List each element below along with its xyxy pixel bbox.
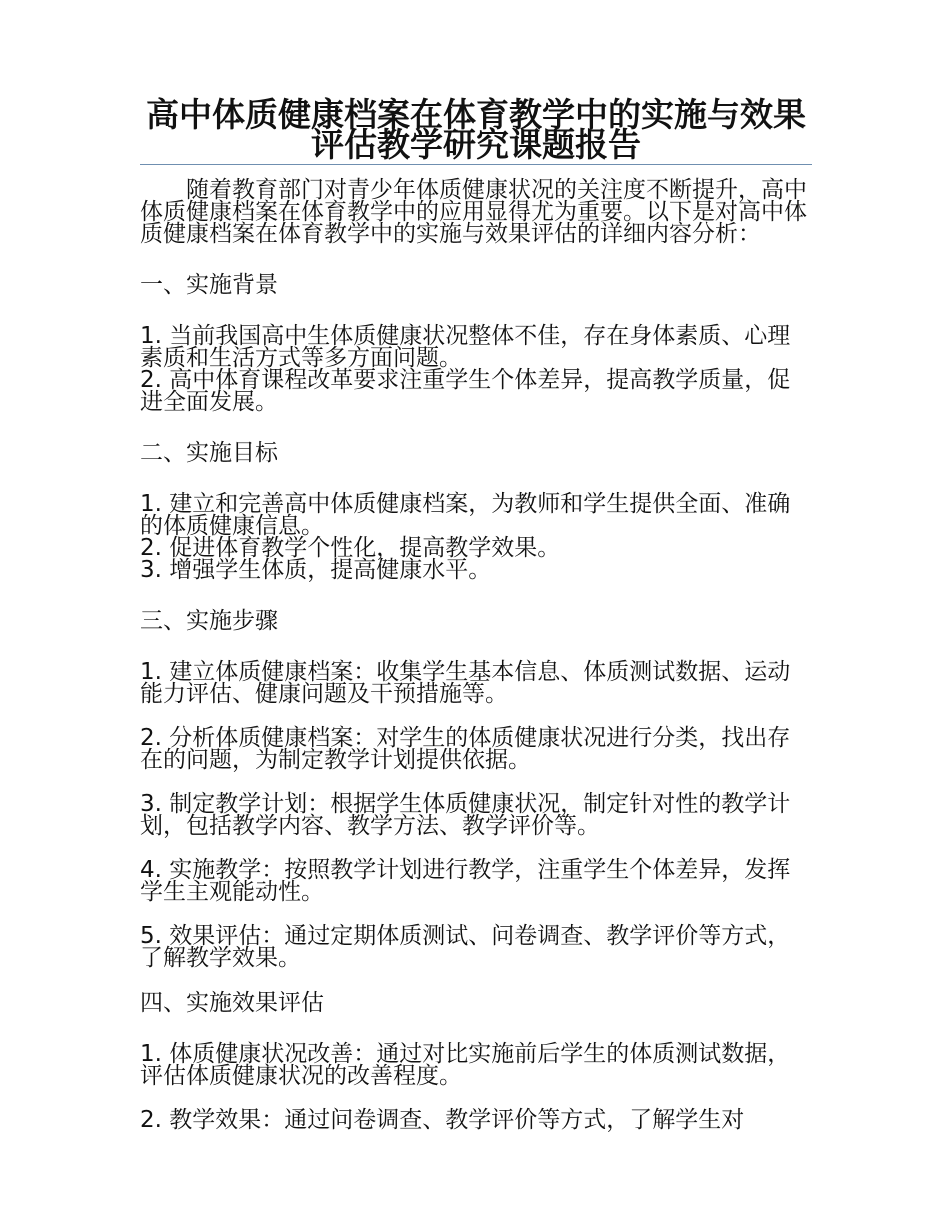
document-title: 高中体质健康档案在体育教学中的实施与效果评估教学研究课题报告 <box>146 95 806 164</box>
section-heading-goals: 二、实施目标 <box>140 440 278 466</box>
section-heading-background: 一、实施背景 <box>140 272 278 298</box>
document-body <box>140 96 812 1131</box>
list-item: 1. 当前我国高中生体质健康状况整体不佳，存在身体素质、心理素质和生活方式等多方面问题。 <box>140 323 791 371</box>
intro-paragraph: 随着教育部门对青少年体质健康状况的关注度不断提升，高中体质健康档案在体育教学中的应用显得尤为重要。以下是对高中体质健康档案在体育教学中的实施与效果评估的详细内容分析： <box>140 177 807 247</box>
list-item: 2. 促进体育教学个性化，提高教学效果。 <box>140 535 561 561</box>
list-item: 3. 增强学生体质，提高健康水平。 <box>140 557 492 583</box>
section-heading-evaluation: 四、实施效果评估 <box>140 990 324 1016</box>
section-heading-steps: 三、实施步骤 <box>140 608 278 634</box>
list-item: 2. 教学效果：通过问卷调查、教学评价等方式，了解学生对 <box>140 1107 745 1133</box>
list-item: 2. 高中体育课程改革要求注重学生个体差异，提高教学质量，促进全面发展。 <box>140 367 791 415</box>
list-item: 1. 体质健康状况改善：通过对比实施前后学生的体质测试数据，评估体质健康状况的改善程度。 <box>140 1041 791 1089</box>
list-item: 1. 建立和完善高中体质健康档案，为教师和学生提供全面、准确的体质健康信息。 <box>140 491 791 539</box>
list-item: 1. 建立体质健康档案：收集学生基本信息、体质测试数据、运动能力评估、健康问题及干预措施等。 <box>140 659 791 707</box>
list-item: 3. 制定教学计划：根据学生体质健康状况，制定针对性的教学计划，包括教学内容、教学方法、教学评价等。 <box>140 791 791 839</box>
list-item: 5. 效果评估：通过定期体质测试、问卷调查、教学评价等方式，了解教学效果。 <box>140 923 791 971</box>
list-item: 4. 实施教学：按照教学计划进行教学，注重学生个体差异，发挥学生主观能动性。 <box>140 857 791 905</box>
title-underline <box>140 164 812 165</box>
list-item: 2. 分析体质健康档案：对学生的体质健康状况进行分类，找出存在的问题，为制定教学计划提供依据。 <box>140 725 791 773</box>
